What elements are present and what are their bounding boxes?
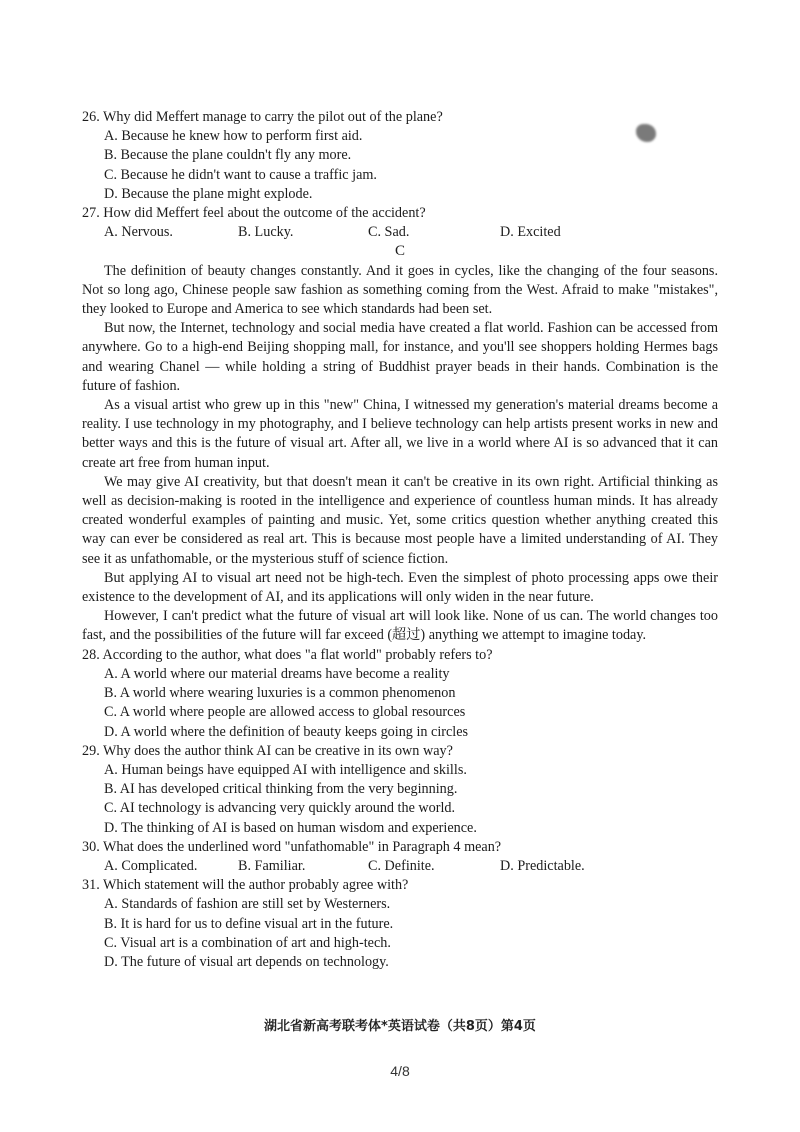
passage-paragraph-4: We may give AI creativity, but that doesn't mean it can't be creative in its own right. Artificial thinking as well as decision-making is rooted in the intelligence and experience of countless human minds. It has already created wonderful examples of painting and music. Yet, some critics question whether anything created this way can ever be considered as real art. This is because most people have a limited understanding of AI. They see it as unfathomable, or the mysterious stuff of science fiction.	[82, 473, 718, 567]
question-29-stem: 29. Why does the author think AI can be creative in its own way?	[82, 742, 453, 759]
question-26-option-b: B. Because the plane couldn't fly any more.	[104, 147, 352, 164]
question-27-option-c: C. Sad.	[368, 224, 410, 241]
question-29-option-d: D. The thinking of AI is based on human wisdom and experience.	[104, 819, 477, 836]
question-26-option-d: D. Because the plane might explode.	[104, 185, 313, 202]
question-29-option-b: B. AI has developed critical thinking from the very beginning.	[104, 781, 458, 798]
question-30-option-c: C. Definite.	[368, 857, 435, 874]
question-28-option-a: A. A world where our material dreams have become a reality	[104, 665, 450, 682]
question-28-option-b: B. A world where wearing luxuries is a common phenomenon	[104, 685, 456, 702]
exam-footer: 湖北省新高考联考体*英语试卷（共8页）第4页	[264, 1019, 536, 1034]
question-27-option-a: A. Nervous.	[104, 224, 173, 241]
question-30-option-d: D. Predictable.	[500, 857, 585, 874]
question-31-option-b: B. It is hard for us to define visual art in the future.	[104, 915, 394, 932]
question-31-option-a: A. Standards of fashion are still set by Westerners.	[104, 896, 391, 913]
question-30-options	[104, 857, 718, 876]
question-26-option-c: C. Because he didn't want to cause a traffic jam.	[104, 166, 377, 183]
question-29-option-a: A. Human beings have equipped AI with intelligence and skills.	[104, 761, 467, 778]
question-31-stem: 31. Which statement will the author probably agree with?	[82, 877, 409, 894]
question-28-stem: 28. According to the author, what does "a flat world" probably refers to?	[82, 646, 493, 663]
question-26-stem: 26. Why did Meffert manage to carry the pilot out of the plane?	[82, 109, 443, 125]
question-30-stem: 30. What does the underlined word "unfathomable" in Paragraph 4 mean?	[82, 838, 502, 855]
question-27-option-d: D. Excited	[500, 224, 561, 241]
question-31-option-d: D. The future of visual art depends on technology.	[104, 953, 389, 970]
question-27-options	[104, 223, 718, 242]
question-30-option-b: B. Familiar.	[238, 857, 306, 874]
question-27-stem: 27. How did Meffert feel about the outcome of the accident?	[82, 205, 426, 222]
question-26-option-a: A. Because he knew how to perform first aid.	[104, 128, 363, 145]
passage-paragraph-2: But now, the Internet, technology and social media have created a flat world. Fashion can be accessed from anywhere. Go to a high-end Beijing shopping mall, for instance, and you'll see shoppers holding Hermes bags and wearing Chanel — while holding a string of Buddhist prayer beads in their hands. Combination is the future of fashion.	[82, 320, 718, 394]
question-28-option-c: C. A world where people are allowed access to global resources	[104, 704, 466, 721]
passage-paragraph-1: The definition of beauty changes constantly. And it goes in cycles, like the changing of the four seasons. Not so long ago, Chinese people saw fashion as something coming from the West. Afraid to make "mistakes", they looked to Europe and America to see which standards had been set.	[82, 262, 718, 318]
exam-content	[82, 108, 718, 972]
passage-paragraph-3: As a visual artist who grew up in this "new" China, I witnessed my generation's material dreams become a reality. I use technology in my photography, and I believe technology can help artists present works in new and better ways and this is the future of visual art. After all, we live in a world where AI is so advanced that it can create art free from human input.	[82, 397, 718, 471]
question-31-option-c: C. Visual art is a combination of art and high-tech.	[104, 934, 391, 951]
page-number: 4/8	[390, 1063, 410, 1079]
question-28-option-d: D. A world where the definition of beauty keeps going in circles	[104, 723, 469, 740]
passage-paragraph-6: However, I can't predict what the future of visual art will look like. None of us can. The world changes too fast, and the possibilities of the future will far exceed (超过) anything we attempt to imagine today.	[82, 608, 718, 644]
question-27-option-b: B. Lucky.	[238, 224, 294, 241]
question-30-option-a: A. Complicated.	[104, 857, 198, 874]
question-29-option-c: C. AI technology is advancing very quickly around the world.	[104, 800, 456, 817]
section-heading-c: C	[394, 243, 405, 260]
passage-paragraph-5: But applying AI to visual art need not be high-tech. Even the simplest of photo processing apps owe their existence to the development of AI, and its applications will only widen in the near future.	[82, 569, 718, 606]
